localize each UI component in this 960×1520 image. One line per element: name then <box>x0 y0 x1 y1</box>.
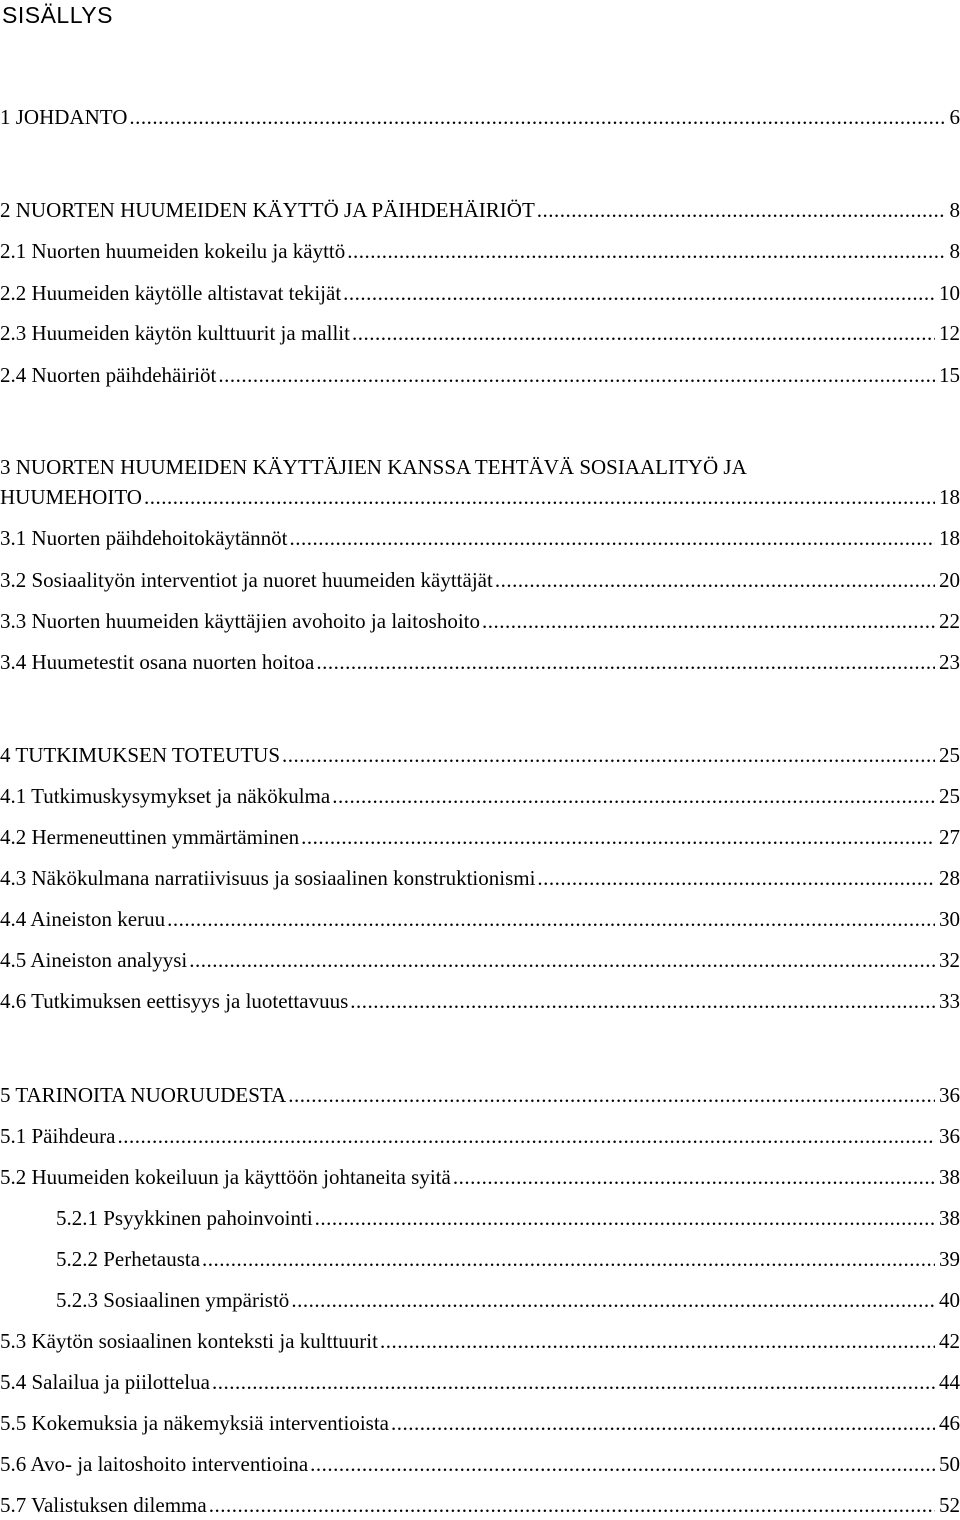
toc-entry-text: 5.3 Käytön sosiaalinen konteksti ja kulttuurit <box>0 1326 378 1356</box>
toc-entry[interactable] <box>0 318 960 348</box>
toc-page-number: 8 <box>950 195 960 225</box>
toc-page-number: 36 <box>939 1080 960 1110</box>
toc-page-number: 46 <box>939 1408 960 1438</box>
toc-leader-dots <box>129 102 945 132</box>
toc-entry[interactable] <box>0 647 960 677</box>
toc-leader-dots <box>218 360 935 390</box>
toc-page-number: 50 <box>939 1449 960 1479</box>
toc-page-number: 12 <box>939 318 960 348</box>
toc-leader-dots <box>537 195 946 225</box>
toc-entry[interactable] <box>0 1367 960 1397</box>
toc-leader-dots <box>347 236 945 266</box>
toc-entry[interactable] <box>0 863 960 893</box>
toc-page-number: 39 <box>939 1244 960 1274</box>
toc-entry[interactable] <box>0 986 960 1016</box>
toc-entry-text: 4.3 Näkökulmana narratiivisuus ja sosiaalinen konstruktionismi <box>0 863 535 893</box>
toc-leader-dots <box>495 565 935 595</box>
toc-leader-dots <box>352 318 935 348</box>
toc-page-number: 38 <box>939 1203 960 1233</box>
toc-page-number: 8 <box>950 236 960 266</box>
toc-leader-dots <box>209 1490 935 1520</box>
toc-entry[interactable] <box>0 740 960 770</box>
toc-entry[interactable] <box>0 1244 960 1274</box>
toc-page-number: 20 <box>939 565 960 595</box>
toc-entry[interactable] <box>0 1326 960 1356</box>
toc-page-number: 36 <box>939 1121 960 1151</box>
toc-entry-text: 4.4 Aineiston keruu <box>0 904 165 934</box>
toc-page-number: 30 <box>939 904 960 934</box>
toc-entry[interactable] <box>0 1449 960 1479</box>
toc-entry[interactable] <box>0 482 960 512</box>
toc-entry[interactable] <box>0 102 960 132</box>
toc-leader-dots <box>453 1162 935 1192</box>
toc-leader-dots <box>343 278 935 308</box>
toc-entry-text: 3.1 Nuorten päihdehoitokäytännöt <box>0 523 288 553</box>
toc-page-number: 28 <box>939 863 960 893</box>
toc-entry[interactable] <box>0 278 960 308</box>
toc-entry[interactable] <box>0 1121 960 1151</box>
toc-entry-text: 4.5 Aineiston analyysi <box>0 945 187 975</box>
toc-entry-text: 5.2 Huumeiden kokeiluun ja käyttöön johtaneita syitä <box>0 1162 451 1192</box>
toc-leader-dots <box>212 1367 935 1397</box>
toc-entry-text: 2.3 Huumeiden käytön kulttuurit ja mallit <box>0 318 350 348</box>
toc-leader-dots <box>391 1408 935 1438</box>
page-title: SISÄLLYS <box>2 0 113 30</box>
toc-leader-dots <box>189 945 935 975</box>
toc-entry-text: 5.7 Valistuksen dilemma <box>0 1490 207 1520</box>
toc-leader-dots <box>315 1203 935 1233</box>
toc-entry[interactable] <box>0 781 960 811</box>
toc-entry-text: 4 TUTKIMUKSEN TOTEUTUS <box>0 740 280 770</box>
toc-page-number: 52 <box>939 1490 960 1520</box>
toc-entry-text: 5.5 Kokemuksia ja näkemyksiä interventioista <box>0 1408 389 1438</box>
toc-entry[interactable] <box>0 822 960 852</box>
toc-entry-text: HUUMEHOITO <box>0 482 142 512</box>
toc-entry-text: 2.2 Huumeiden käytölle altistavat tekijät <box>0 278 341 308</box>
toc-entry-text: 5.6 Avo- ja laitoshoito interventioina <box>0 1449 308 1479</box>
toc-leader-dots <box>332 781 935 811</box>
toc-entry[interactable] <box>0 360 960 390</box>
toc-entry[interactable] <box>0 1285 960 1315</box>
toc-entry-text: 3.4 Huumetestit osana nuorten hoitoa <box>0 647 314 677</box>
toc-entry-heading-line <box>0 452 960 482</box>
toc-entry-text: 3.3 Nuorten huumeiden käyttäjien avohoito ja laitoshoito <box>0 606 480 636</box>
toc-entry[interactable] <box>0 1080 960 1110</box>
toc-page-number: 18 <box>939 482 960 512</box>
toc-leader-dots <box>380 1326 935 1356</box>
toc-entry[interactable] <box>0 236 960 266</box>
toc-entry-text: 3 NUORTEN HUUMEIDEN KÄYTTÄJIEN KANSSA TEHTÄVÄ SOSIAALITYÖ JA <box>0 455 747 479</box>
toc-entry[interactable] <box>0 945 960 975</box>
toc-leader-dots <box>202 1244 935 1274</box>
toc-leader-dots <box>291 1285 935 1315</box>
toc-entry-text: 5 TARINOITA NUORUUDESTA <box>0 1080 286 1110</box>
toc-page-number: 44 <box>939 1367 960 1397</box>
toc-leader-dots <box>301 822 935 852</box>
toc-page-number: 18 <box>939 523 960 553</box>
toc-entry[interactable] <box>0 1162 960 1192</box>
toc-entry[interactable] <box>0 195 960 225</box>
toc-entry-text: 2 NUORTEN HUUMEIDEN KÄYTTÖ JA PÄIHDEHÄIRIÖT <box>0 195 535 225</box>
toc-leader-dots <box>167 904 935 934</box>
toc-page-number: 27 <box>939 822 960 852</box>
toc-page-number: 33 <box>939 986 960 1016</box>
toc-leader-dots <box>117 1121 935 1151</box>
toc-leader-dots <box>482 606 935 636</box>
toc-entry-text: 5.2.1 Psyykkinen pahoinvointi <box>56 1203 313 1233</box>
toc-leader-dots <box>282 740 935 770</box>
toc-leader-dots <box>144 482 935 512</box>
toc-page-number: 32 <box>939 945 960 975</box>
toc-page-number: 15 <box>939 360 960 390</box>
toc-entry-text: 4.1 Tutkimuskysymykset ja näkökulma <box>0 781 330 811</box>
toc-page-number: 40 <box>939 1285 960 1315</box>
toc-leader-dots <box>316 647 935 677</box>
toc-leader-dots <box>350 986 935 1016</box>
toc-leader-dots <box>290 523 935 553</box>
toc-leader-dots <box>537 863 935 893</box>
toc-page-number: 38 <box>939 1162 960 1192</box>
toc-leader-dots <box>310 1449 935 1479</box>
toc-page-number: 25 <box>939 740 960 770</box>
toc-entry-text: 5.4 Salailua ja piilottelua <box>0 1367 210 1397</box>
toc-entry[interactable] <box>0 1203 960 1233</box>
toc-entry-text: 1 JOHDANTO <box>0 102 127 132</box>
toc-entry[interactable] <box>0 1408 960 1438</box>
toc-entry[interactable] <box>0 523 960 553</box>
toc-entry-text: 2.4 Nuorten päihdehäiriöt <box>0 360 216 390</box>
toc-page-number: 25 <box>939 781 960 811</box>
toc-page-number: 22 <box>939 606 960 636</box>
toc-entry[interactable] <box>0 1490 960 1520</box>
toc-entry[interactable] <box>0 904 960 934</box>
toc-entry-text: 2.1 Nuorten huumeiden kokeilu ja käyttö <box>0 236 345 266</box>
toc-leader-dots <box>288 1080 935 1110</box>
toc-entry-text: 4.6 Tutkimuksen eettisyys ja luotettavuus <box>0 986 348 1016</box>
toc-entry-text: 5.2.3 Sosiaalinen ympäristö <box>56 1285 289 1315</box>
toc-page-number: 23 <box>939 647 960 677</box>
toc-entry-text: 5.2.2 Perhetausta <box>56 1244 200 1274</box>
toc-entry-text: 5.1 Päihdeura <box>0 1121 115 1151</box>
toc-page-number: 42 <box>939 1326 960 1356</box>
toc-entry[interactable] <box>0 606 960 636</box>
toc-entry-text: 3.2 Sosiaalityön interventiot ja nuoret huumeiden käyttäjät <box>0 565 493 595</box>
toc-entry-text: 4.2 Hermeneuttinen ymmärtäminen <box>0 822 299 852</box>
toc-page-number: 6 <box>950 102 960 132</box>
toc-page-number: 10 <box>939 278 960 308</box>
toc-entry[interactable] <box>0 565 960 595</box>
